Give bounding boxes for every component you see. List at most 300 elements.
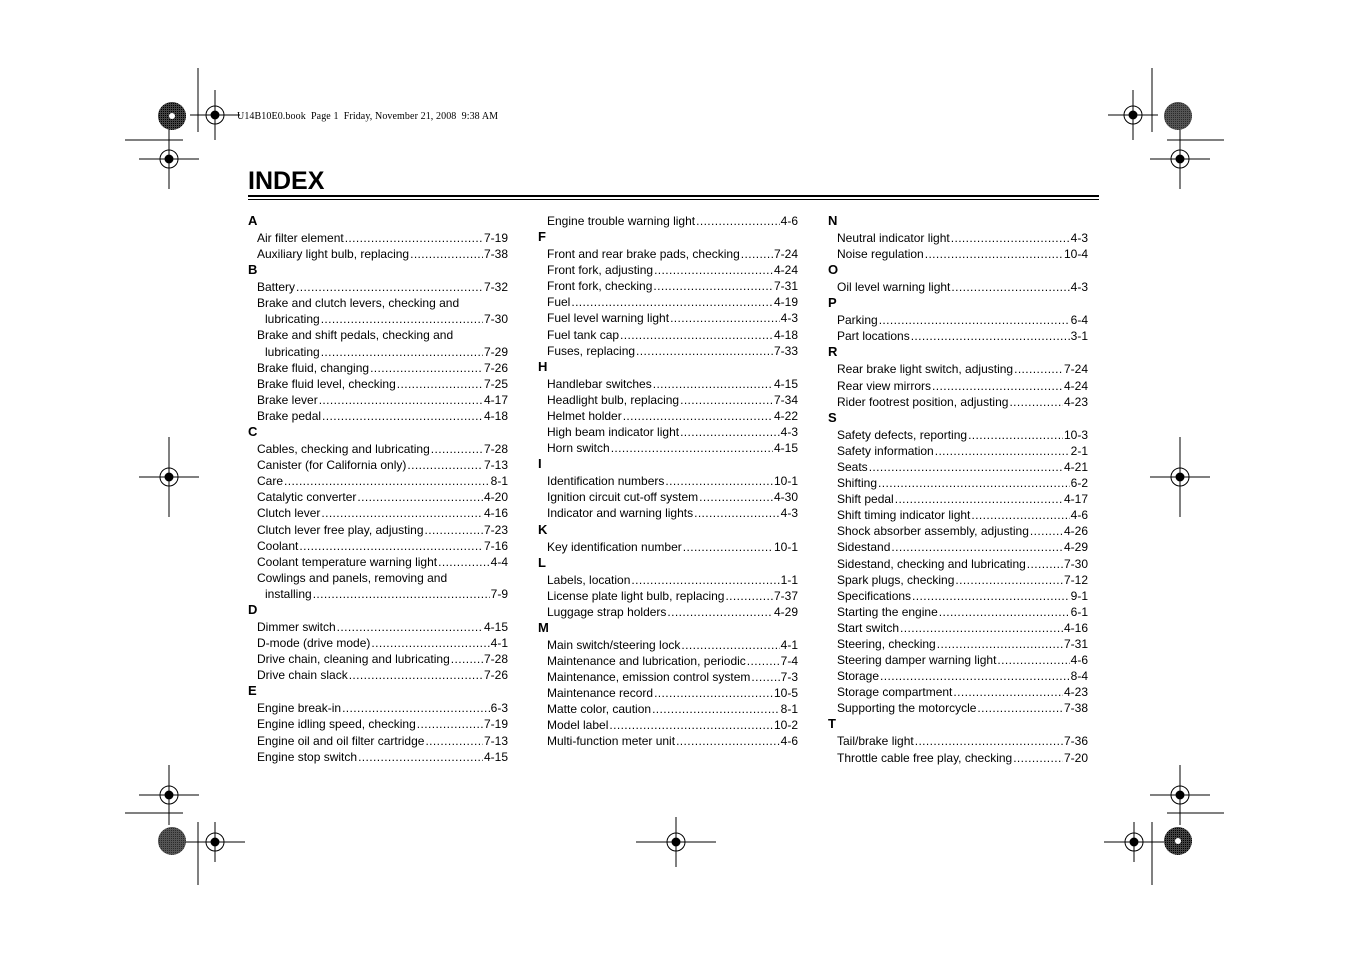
index-entry — [538, 669, 798, 685]
index-entry-term: Fuel level warning light — [547, 311, 670, 326]
index-entry-term: Key identification number — [547, 539, 682, 554]
index-entry — [828, 604, 1088, 620]
index-entry-term: Luggage strap holders — [547, 604, 667, 619]
index-entry — [538, 637, 798, 653]
index-entry — [538, 262, 798, 278]
index-entry — [248, 230, 508, 246]
dot-leader — [741, 246, 773, 262]
index-entry-term: Coolant temperature warning light — [257, 554, 438, 569]
index-entry-page-ref: 4-15 — [773, 441, 798, 456]
index-entry-term: installing — [265, 586, 312, 601]
index-entry-page-ref: 7-33 — [773, 343, 798, 358]
index-entry-page-ref: 6-3 — [490, 701, 508, 716]
index-letter-heading: R — [828, 344, 838, 360]
index-entry — [538, 343, 798, 359]
dot-leader — [571, 294, 773, 310]
index-entry-term: Steering, checking — [837, 636, 936, 651]
dot-leader — [900, 620, 1063, 636]
index-entry-page-ref: 7-38 — [483, 247, 508, 262]
index-letter-heading: I — [538, 456, 542, 472]
dot-leader — [680, 424, 780, 440]
dot-leader — [747, 653, 780, 669]
index-entry-page-ref: 4-19 — [773, 295, 798, 310]
index-entry — [828, 652, 1088, 668]
index-entry-term: Storage compartment — [837, 685, 953, 700]
index-entry-page-ref: 4-3 — [1070, 280, 1088, 295]
index-entry-term: Throttle cable free play, checking — [837, 750, 1013, 765]
index-entry-page-ref: 7-32 — [483, 280, 508, 295]
dot-leader — [321, 344, 483, 360]
index-entry-page-ref: 4-3 — [780, 425, 798, 440]
index-entry — [248, 279, 508, 295]
index-entry-term: Start switch — [837, 620, 900, 635]
dot-leader — [407, 457, 483, 473]
dot-leader — [370, 360, 483, 376]
index-entry-term: Engine oil and oil filter cartridge — [257, 733, 425, 748]
dot-leader — [932, 378, 1063, 394]
index-entry-term: Brake pedal — [257, 408, 322, 423]
dot-leader — [997, 652, 1069, 668]
index-entry — [828, 523, 1088, 539]
index-entry — [538, 653, 798, 669]
index-entry-term: Care — [257, 474, 284, 489]
index-entry — [248, 473, 508, 489]
book-header-line: U14B10E0.book Page 1 Friday, November 21, 2008 9:38 AM — [237, 111, 499, 122]
index-entry — [538, 539, 798, 555]
index-entry — [248, 635, 508, 651]
dot-leader — [322, 408, 483, 424]
index-entry — [828, 279, 1088, 295]
index-entry-term: Air filter element — [257, 231, 344, 245]
index-entry-term: Helmet holder — [547, 408, 622, 423]
index-entry-page-ref: 7-31 — [773, 279, 798, 294]
index-entry-page-ref: 8-1 — [780, 702, 798, 717]
index-entry-term: Matte color, caution — [547, 702, 652, 717]
dot-leader — [680, 392, 773, 408]
registration-mark-bottom-left — [185, 822, 245, 862]
index-entry-page-ref: 4-18 — [483, 408, 508, 423]
index-entry-page-ref: 7-9 — [490, 586, 508, 601]
registration-mark-left-middle — [139, 437, 199, 517]
index-entry-page-ref: 4-6 — [780, 214, 798, 228]
index-entry — [828, 312, 1088, 328]
index-entry-page-ref: 7-26 — [483, 360, 508, 375]
index-entry-term: Fuses, replacing — [547, 343, 636, 358]
index-entry — [828, 491, 1088, 507]
index-entry-page-ref: 7-37 — [773, 588, 798, 603]
index-entry-term: Rider footrest position, adjusting — [837, 394, 1009, 409]
index-entry-term: Fuel tank cap — [547, 327, 620, 342]
index-entry-line: Cowlings and panels, removing and — [257, 570, 448, 585]
index-entry-term: Headlight bulb, replacing — [547, 392, 680, 407]
index-entry-line: Brake and shift pedals, checking and — [257, 328, 454, 343]
index-entry-page-ref: 4-17 — [1063, 492, 1088, 507]
index-entry-term: Seats — [837, 459, 868, 474]
index-entry — [248, 733, 508, 749]
dot-leader — [939, 604, 1070, 620]
dot-leader — [968, 427, 1063, 443]
dot-leader — [623, 408, 773, 424]
index-letter-heading: S — [828, 409, 837, 425]
dot-leader — [915, 733, 1063, 749]
dot-leader — [971, 507, 1069, 523]
index-entry-page-ref: 6-1 — [1070, 604, 1088, 619]
index-letter-heading: L — [538, 554, 546, 570]
index-entry-term: Brake lever — [257, 392, 318, 407]
index-entry — [538, 310, 798, 326]
dot-leader — [313, 586, 490, 602]
index-entry-term: Auxiliary light bulb, replacing — [257, 247, 410, 262]
dot-leader — [955, 572, 1063, 588]
index-entry — [828, 394, 1088, 410]
registration-mark-bottom-right — [1104, 822, 1164, 862]
dot-leader — [299, 538, 483, 554]
registration-mark-right-middle — [1150, 437, 1210, 517]
index-entry-term: D-mode (drive mode) — [257, 636, 371, 651]
index-entry — [828, 459, 1088, 475]
dot-leader — [1013, 750, 1063, 766]
index-entry — [248, 392, 508, 408]
index-entry-page-ref: 10-5 — [773, 686, 798, 701]
index-entry-term: Multi-function meter unit — [547, 734, 676, 749]
dot-leader — [654, 685, 773, 701]
index-entry-page-ref: 4-20 — [483, 490, 508, 505]
index-entry-term: High beam indicator light — [547, 425, 680, 440]
index-entry-term: Battery — [257, 280, 296, 295]
index-entry-term: Spark plugs, checking — [837, 572, 955, 587]
index-entry-term: Noise regulation — [837, 247, 924, 262]
index-entry — [538, 572, 798, 588]
index-entry-page-ref: 1-1 — [780, 572, 798, 587]
gray-dot-top-right — [1163, 101, 1193, 131]
dot-leader — [935, 443, 1070, 459]
index-entry-page-ref: 4-21 — [1063, 459, 1088, 474]
index-entry-page-ref: 10-1 — [773, 539, 798, 554]
dot-leader — [1027, 556, 1063, 572]
index-entry-page-ref: 4-30 — [773, 490, 798, 505]
index-entry — [828, 378, 1088, 394]
index-entry-page-ref: 4-23 — [1063, 685, 1088, 700]
index-entry-page-ref: 7-20 — [1063, 750, 1088, 765]
index-entry — [248, 246, 508, 262]
index-entry-term: Clutch lever — [257, 506, 321, 521]
index-letter-heading: A — [248, 213, 258, 228]
index-entry-page-ref: 9-1 — [1070, 588, 1088, 603]
index-entry — [828, 733, 1088, 749]
index-entry-page-ref: 7-28 — [483, 442, 508, 457]
dot-leader — [371, 635, 489, 651]
dot-leader — [725, 588, 773, 604]
dot-leader — [653, 278, 773, 294]
index-entry-page-ref: 4-6 — [1070, 508, 1088, 523]
index-entry-term: Tail/brake light — [837, 734, 914, 749]
registration-mark-left-lower — [139, 765, 199, 825]
registration-mark-right-lower — [1150, 765, 1210, 825]
index-entry-term: Front and rear brake pads, checking — [547, 247, 740, 262]
index-entry-term: Brake fluid level, checking — [257, 376, 396, 391]
index-entry-term: Engine stop switch — [257, 749, 358, 764]
index-entry — [538, 717, 798, 733]
index-entry — [248, 441, 508, 457]
index-entry — [538, 505, 798, 521]
index-entry — [828, 620, 1088, 636]
dot-leader — [296, 279, 483, 295]
index-column-3 — [828, 213, 1088, 766]
index-letter-heading: T — [828, 716, 836, 732]
index-entry-page-ref: 10-4 — [1063, 247, 1088, 262]
index-entry — [828, 750, 1088, 766]
index-entry — [828, 572, 1088, 588]
index-entry-page-ref: 4-16 — [483, 506, 508, 521]
index-entry-term: Engine break-in — [257, 701, 342, 716]
index-entry — [538, 392, 798, 408]
index-entry-term: Brake fluid, changing — [257, 360, 370, 375]
dot-leader — [696, 213, 780, 229]
index-entry-page-ref: 7-29 — [483, 344, 508, 359]
index-entry — [538, 424, 798, 440]
index-entry-page-ref: 6-4 — [1070, 313, 1088, 328]
index-entry-term: Supporting the motorcycle — [837, 701, 977, 716]
index-entry-page-ref: 3-1 — [1070, 329, 1088, 344]
index-entry — [538, 604, 798, 620]
index-letter-heading: B — [248, 262, 258, 278]
index-entry-term: Front fork, checking — [547, 279, 653, 294]
dot-leader — [321, 311, 483, 327]
title-rule-thin — [248, 199, 1099, 200]
index-entry-term: Maintenance, emission control system — [547, 670, 751, 685]
index-entry — [828, 700, 1088, 716]
index-entry — [538, 473, 798, 489]
index-entry-term: Clutch lever free play, adjusting — [257, 522, 424, 537]
dot-leader — [636, 343, 773, 359]
index-entry-page-ref: 7-26 — [483, 668, 508, 683]
index-entry — [538, 588, 798, 604]
index-entry-term: Horn switch — [547, 441, 610, 456]
index-entry-page-ref: 4-18 — [773, 327, 798, 342]
index-entry — [828, 361, 1088, 377]
index-entry-page-ref: 4-6 — [1070, 653, 1088, 668]
index-entry-term: Engine trouble warning light — [547, 214, 696, 228]
index-entry-term: lubricating — [265, 344, 320, 359]
index-entry-page-ref: 4-24 — [773, 263, 798, 278]
dot-leader — [397, 376, 483, 392]
index-entry-page-ref: 7-16 — [483, 538, 508, 553]
index-entry-page-ref: 7-25 — [483, 376, 508, 391]
index-entry-term: Oil level warning light — [837, 280, 951, 295]
index-entry-page-ref: 7-4 — [780, 653, 798, 668]
index-entry-page-ref: 10-3 — [1063, 427, 1088, 442]
sunburst-mark-top-left — [157, 101, 187, 131]
dot-leader — [694, 505, 780, 521]
dot-leader — [451, 651, 483, 667]
index-entry-page-ref: 4-29 — [773, 604, 798, 619]
dot-leader — [681, 637, 779, 653]
index-letter-heading: C — [248, 424, 258, 440]
index-entry — [248, 619, 508, 635]
dot-leader — [880, 668, 1070, 684]
index-entry-term: Maintenance and lubrication, periodic — [547, 653, 746, 668]
index-entry-term: Front fork, adjusting — [547, 263, 654, 278]
index-entry — [248, 716, 508, 732]
index-entry-term: Starting the engine — [837, 604, 938, 619]
index-entry — [828, 443, 1088, 459]
index-entry — [828, 246, 1088, 262]
index-entry-term: Storage — [837, 669, 880, 684]
index-entry-line: Brake and clutch levers, checking and — [257, 296, 460, 311]
index-entry-term: Ignition circuit cut-off system — [547, 490, 699, 505]
index-entry-page-ref: 4-23 — [1063, 394, 1088, 409]
dot-leader — [751, 669, 779, 685]
index-letter-heading: H — [538, 358, 548, 374]
index-entry-term: Main switch/steering lock — [547, 637, 681, 652]
index-entry-page-ref: 4-26 — [1063, 524, 1088, 539]
dot-leader — [438, 554, 490, 570]
dot-leader — [342, 700, 490, 716]
index-entry-page-ref: 7-13 — [483, 458, 508, 473]
dot-leader — [665, 473, 773, 489]
index-entry-page-ref: 7-30 — [1063, 556, 1088, 571]
index-entry-term: Fuel — [547, 295, 571, 310]
dot-leader — [879, 312, 1070, 328]
registration-mark-left-upper — [139, 129, 199, 189]
index-entry — [828, 427, 1088, 443]
index-entry — [538, 278, 798, 294]
index-entry — [248, 489, 508, 505]
index-entry — [248, 344, 508, 360]
index-letter-heading: O — [828, 262, 839, 278]
index-entry-page-ref: 8-1 — [490, 474, 508, 489]
index-entry-term: Maintenance record — [547, 686, 654, 701]
dot-leader — [937, 636, 1063, 652]
index-entry-page-ref: 7-30 — [483, 312, 508, 327]
index-entry — [248, 586, 508, 602]
index-entry — [248, 522, 508, 538]
index-entry-page-ref: 7-23 — [483, 522, 508, 537]
dot-leader — [670, 310, 780, 326]
dot-leader — [1014, 361, 1063, 377]
dot-leader — [321, 505, 483, 521]
index-entry-page-ref: 7-19 — [483, 717, 508, 732]
index-entry — [538, 489, 798, 505]
index-entry — [538, 408, 798, 424]
index-letter-heading: D — [248, 601, 258, 617]
index-entry-term: Drive chain, cleaning and lubricating — [257, 652, 450, 667]
index-entry — [828, 588, 1088, 604]
index-entry-page-ref: 7-34 — [773, 392, 798, 407]
index-entry-term: License plate light bulb, replacing — [547, 588, 725, 603]
index-entry-page-ref: 4-22 — [773, 408, 798, 423]
index-entry-page-ref: 4-15 — [773, 376, 798, 391]
index-entry-page-ref: 10-1 — [773, 474, 798, 489]
sunburst-mark-bottom-right — [1163, 826, 1193, 856]
index-entry — [538, 294, 798, 310]
index-entry — [828, 230, 1088, 246]
dot-leader — [869, 459, 1063, 475]
registration-mark-right-upper — [1150, 129, 1210, 189]
index-letter-heading: E — [248, 683, 257, 699]
dot-leader — [925, 246, 1063, 262]
index-letter-heading: P — [828, 295, 837, 311]
index-entry-page-ref: 2-1 — [1070, 443, 1088, 458]
index-letter-heading: N — [828, 213, 838, 228]
registration-mark-bottom-center — [636, 817, 716, 867]
index-entry — [828, 539, 1088, 555]
index-entry-term: Shift pedal — [837, 492, 894, 507]
index-entry — [538, 246, 798, 262]
dot-leader — [951, 230, 1070, 246]
index-entry-page-ref: 4-3 — [780, 506, 798, 521]
index-entry-term: Catalytic converter — [257, 490, 357, 505]
title-rule — [248, 195, 1099, 197]
index-entry-page-ref: 4-1 — [780, 637, 798, 652]
dot-leader — [878, 475, 1070, 491]
index-entry — [248, 700, 508, 716]
dot-leader — [631, 572, 779, 588]
index-entry-page-ref: 4-29 — [1063, 540, 1088, 555]
index-entry — [538, 701, 798, 717]
dot-leader — [1030, 523, 1063, 539]
index-column-1 — [248, 213, 508, 765]
index-entry — [248, 376, 508, 392]
index-column-2 — [538, 213, 798, 750]
index-entry — [248, 311, 508, 327]
index-entry — [248, 457, 508, 473]
index-entry-page-ref: 4-3 — [1070, 231, 1088, 245]
index-entry-term: Model label — [547, 718, 609, 733]
dot-leader — [653, 376, 773, 392]
index-entry-term: Steering damper warning light — [837, 653, 997, 668]
dot-leader — [683, 539, 773, 555]
index-entry-term: Sidestand, checking and lubricating — [837, 556, 1026, 571]
index-entry-term: Coolant — [257, 538, 299, 553]
index-entry — [828, 636, 1088, 652]
index-entry-term: Shock absorber assembly, adjusting — [837, 524, 1029, 539]
dot-leader — [911, 328, 1070, 344]
dot-leader — [349, 667, 483, 683]
dot-leader — [611, 440, 773, 456]
dot-leader — [667, 604, 773, 620]
dot-leader — [417, 716, 483, 732]
index-entry-term: Canister (for California only) — [257, 458, 407, 473]
index-entry-page-ref: 4-3 — [780, 311, 798, 326]
index-entry-page-ref: 7-12 — [1063, 572, 1088, 587]
index-letter-heading: M — [538, 619, 549, 635]
index-entry — [828, 328, 1088, 344]
index-entry-page-ref: 6-2 — [1070, 476, 1088, 491]
index-entry — [828, 668, 1088, 684]
index-entry-term: Cables, checking and lubricating — [257, 442, 430, 457]
index-entry-term: Dimmer switch — [257, 619, 336, 634]
dot-leader — [284, 473, 490, 489]
dot-leader — [652, 701, 780, 717]
index-entry-term: Identification numbers — [547, 474, 665, 489]
gray-dot-bottom-left — [157, 826, 187, 856]
index-entry — [248, 651, 508, 667]
index-entry-term: Rear brake light switch, adjusting — [837, 362, 1014, 377]
index-entry-term: Shift timing indicator light — [837, 508, 971, 523]
dot-leader — [425, 733, 483, 749]
index-entry — [248, 667, 508, 683]
dot-leader — [410, 246, 483, 262]
index-entry-page-ref: 7-3 — [780, 670, 798, 685]
index-entry — [538, 733, 798, 749]
index-entry-term: Engine idling speed, checking — [257, 717, 416, 732]
dot-leader — [912, 588, 1070, 604]
index-entry-term: Safety defects, reporting — [837, 427, 968, 442]
index-entry — [248, 749, 508, 765]
dot-leader — [358, 749, 483, 765]
dot-leader — [977, 700, 1063, 716]
